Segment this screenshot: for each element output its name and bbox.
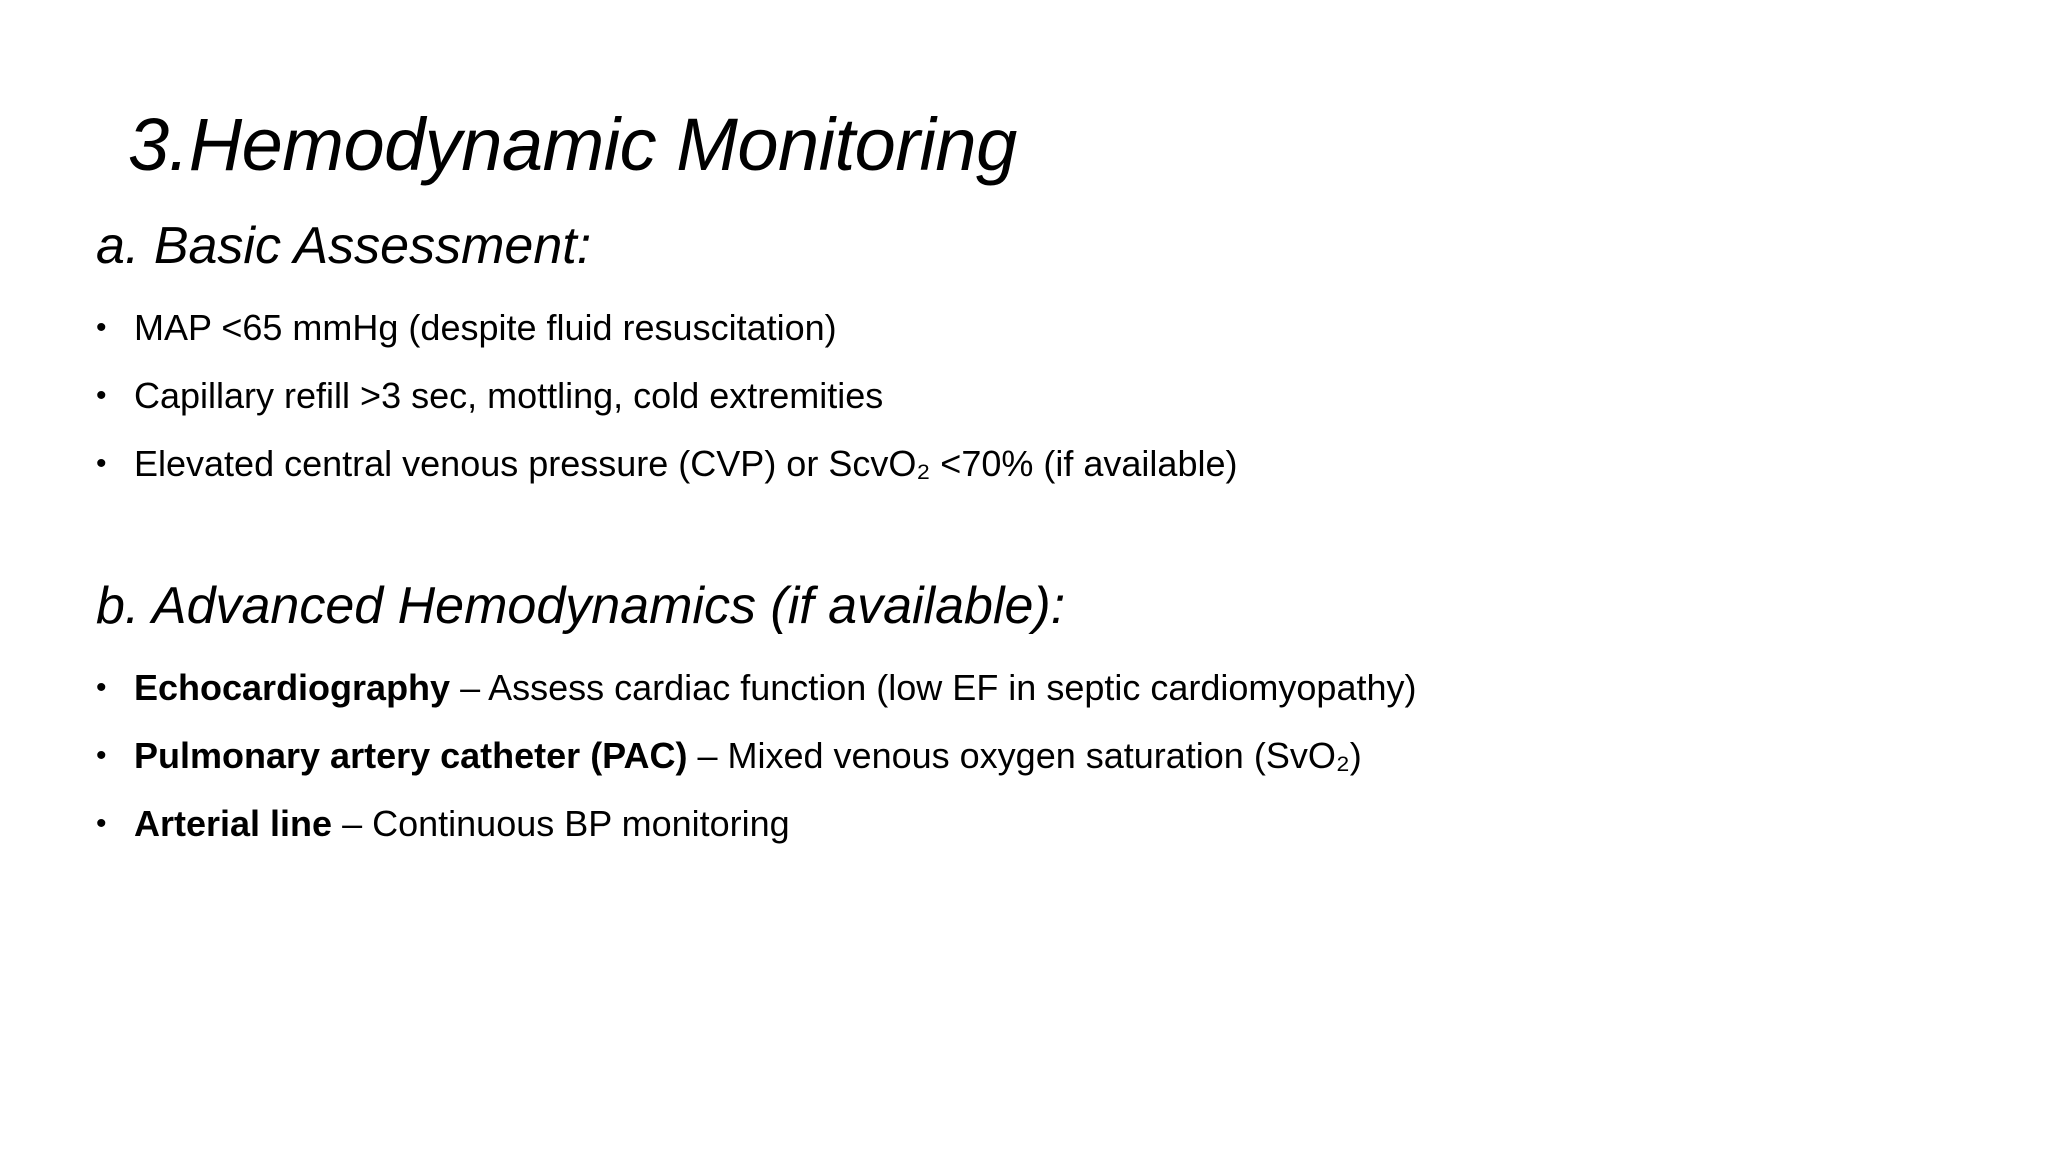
slide-title: 3.Hemodynamic Monitoring — [128, 103, 1017, 186]
list-item-term: Pulmonary artery catheter (PAC) — [134, 735, 688, 776]
list-item — [96, 304, 1237, 372]
list-item-term: Arterial line — [134, 803, 333, 844]
list-item-term: Echocardiography — [134, 667, 451, 708]
list-item-text: – Mixed venous oxygen saturation (SvO₂) — [687, 735, 1362, 776]
bullet-icon: • — [96, 379, 107, 412]
list-item-text: MAP <65 mmHg (despite fluid resuscitation) — [134, 307, 837, 348]
list-item-text: Capillary refill >3 sec, mottling, cold extremities — [134, 375, 884, 416]
list-item — [96, 800, 1417, 868]
list-item-text: – Continuous BP monitoring — [332, 803, 790, 844]
list-item — [96, 372, 1237, 440]
bullet-icon: • — [96, 739, 107, 772]
bullet-icon: • — [96, 311, 107, 344]
list-item — [96, 732, 1417, 800]
bullet-icon: • — [96, 671, 107, 704]
bullet-icon: • — [96, 447, 107, 480]
section-heading-basic-assessment: a. Basic Assessment: — [96, 217, 592, 275]
advanced-hemodynamics-list — [96, 664, 1417, 868]
list-item-text: Elevated central venous pressure (CVP) or ScvO₂ <70% (if available) — [134, 443, 1238, 484]
list-item-text: – Assess cardiac function (low EF in septic cardiomyopathy) — [450, 667, 1417, 708]
section-heading-advanced-hemodynamics: b. Advanced Hemodynamics (if available): — [96, 577, 1066, 635]
list-item — [96, 440, 1237, 508]
bullet-icon: • — [96, 807, 107, 840]
list-item — [96, 664, 1417, 732]
basic-assessment-list — [96, 304, 1237, 508]
